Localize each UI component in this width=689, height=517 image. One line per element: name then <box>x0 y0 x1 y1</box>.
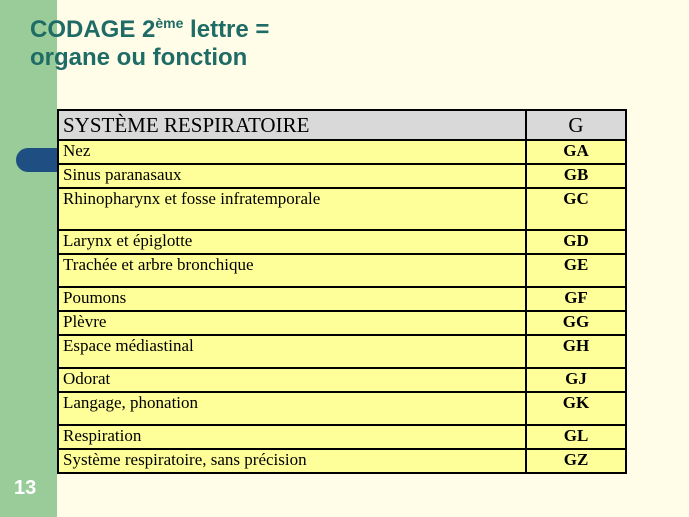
header-code: G <box>526 110 626 140</box>
title-rest: lettre = <box>183 16 270 43</box>
title-superscript: ème <box>155 15 184 31</box>
table-row <box>58 164 626 188</box>
row-code: GK <box>526 392 626 425</box>
row-label: Langage, phonation <box>58 392 526 425</box>
header-label: SYSTÈME RESPIRATOIRE <box>58 110 526 140</box>
row-code: GC <box>526 188 626 230</box>
row-label: Larynx et épiglotte <box>58 230 526 254</box>
table-row <box>58 449 626 473</box>
row-label: Système respiratoire, sans précision <box>58 449 526 473</box>
row-code: GD <box>526 230 626 254</box>
slide-title <box>30 16 630 72</box>
slide-number: 13 <box>14 477 37 499</box>
respiratory-codes-table <box>57 109 627 474</box>
table-row <box>58 140 626 164</box>
row-label: Respiration <box>58 425 526 449</box>
row-label: Rhinopharynx et fosse infratemporale <box>58 188 526 230</box>
row-label: Nez <box>58 140 526 164</box>
table-row <box>58 425 626 449</box>
row-code: GH <box>526 335 626 368</box>
table-row <box>58 311 626 335</box>
table-row <box>58 335 626 368</box>
row-code: GZ <box>526 449 626 473</box>
table-row <box>58 368 626 392</box>
row-code: GF <box>526 287 626 311</box>
row-code: GJ <box>526 368 626 392</box>
left-green-bar <box>0 0 57 517</box>
title-line2: organe ou fonction <box>30 44 248 71</box>
table-row <box>58 230 626 254</box>
table-row <box>58 188 626 230</box>
row-label: Trachée et arbre bronchique <box>58 254 526 287</box>
row-code: GB <box>526 164 626 188</box>
row-label: Poumons <box>58 287 526 311</box>
title-main: CODAGE 2 <box>30 16 156 43</box>
table-row <box>58 254 626 287</box>
row-label: Odorat <box>58 368 526 392</box>
row-label: Sinus paranasaux <box>58 164 526 188</box>
row-label: Espace médiastinal <box>58 335 526 368</box>
row-code: GE <box>526 254 626 287</box>
table-header-row <box>58 110 626 140</box>
row-code: GG <box>526 311 626 335</box>
row-label: Plèvre <box>58 311 526 335</box>
table-row <box>58 287 626 311</box>
table-row <box>58 392 626 425</box>
row-code: GA <box>526 140 626 164</box>
row-code: GL <box>526 425 626 449</box>
